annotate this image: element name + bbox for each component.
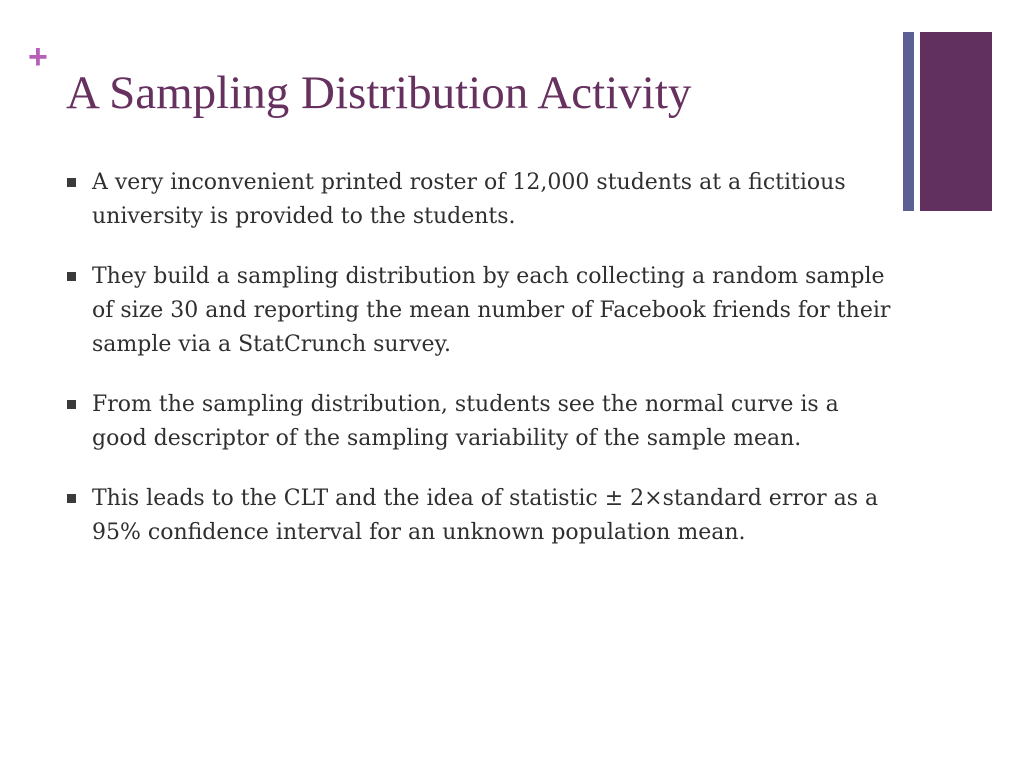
slide-title: A Sampling Distribution Activity — [66, 67, 692, 119]
bullet-text: They build a sampling distribution by each collecting a random sample of size 30 and reporting the mean number of Facebook friends for their sample via a StatCrunch survey. — [92, 264, 891, 357]
bullet-item — [66, 388, 896, 456]
square-bullet-icon — [67, 178, 76, 187]
bullet-item — [66, 166, 896, 234]
square-bullet-icon — [67, 494, 76, 503]
square-bullet-icon — [67, 400, 76, 409]
plus-icon: + — [28, 38, 48, 76]
decorative-thin-bar — [903, 32, 914, 211]
square-bullet-icon — [67, 272, 76, 281]
bullet-text: This leads to the CLT and the idea of statistic ± 2×standard error as a 95% confidence interval for an unknown population mean. — [92, 486, 879, 545]
bullet-item — [66, 260, 896, 362]
bullet-list — [66, 166, 896, 576]
bullet-item — [66, 482, 896, 550]
bullet-text: From the sampling distribution, students see the normal curve is a good descriptor of the sampling variability of the sample mean. — [92, 392, 839, 451]
decorative-wide-block — [920, 32, 992, 211]
bullet-text: A very inconvenient printed roster of 12,000 students at a fictitious university is provided to the students. — [92, 170, 846, 229]
